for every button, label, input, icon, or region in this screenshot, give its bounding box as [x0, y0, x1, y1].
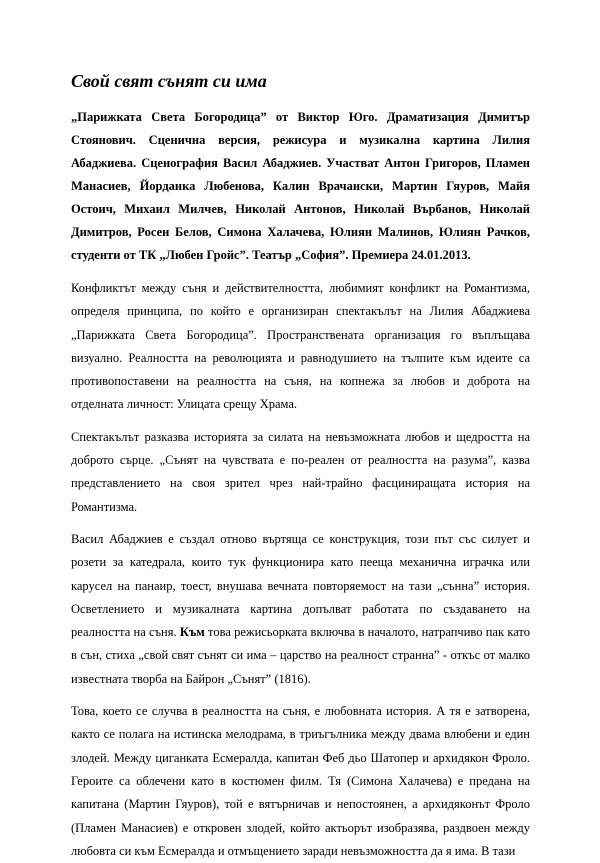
body-paragraph-3 — [71, 528, 530, 691]
paragraph-3-text-start: Васил Абаджиев е създал отново въртяща се конструкция, този път със силует и розети за катедрала, които тук функционира като пееща механична играчка или карусел на панаир, тоест, внушава вечната повторяемост на тази „сънна” история. Осветлението и музикалната картина допълват работата по създаването на реалността на съня. — [71, 531, 530, 640]
body-paragraph-1: Конфликтът между съня и действителността, любимият конфликт на Романтизма, определя принципа, по който е организиран спектакълът на Лилия Абаджиева „Парижката Света Богородица”. Пространствената организация го въплъщава визуално. Реалността на революцията и равнодушието на тълпите към идеите са противопоставени на реалността на съня, на копнежа за любов и доброта на отделната личност: Улицата срещу Храма. — [71, 281, 530, 412]
body-paragraph-2: Спектакълът разказва историята за силата на невъзможната любов и щедростта на доброто сърце. „Сънят на чувствата е по-реален от реалността на разума”, казва представлението на своя зрител чрез най-трайно фасциниращата история на Романтизма. — [71, 429, 530, 514]
body-paragraph-4: Това, което се случва в реалността на съня, е любовната история. А тя е затворена, както се полага на истинска мелодрама, в триъгълника между двама влюбени и един злодей. Между циганката Есмералда, капитан Феб дьо Шатопер и архидякон Фроло. Героите са облечени като в костюмен филм. Тя (Симона Халачева) е предана на капитана (Мартин Гяуров), той е вятърничав и непостоянен, а архидяконът Фроло (Пламен Манасиев) е откровен злодей, който актьорът изобразява, раздвоен между любовта си към Есмералда и отмъщението заради невъзможността да я има. В тази — [71, 704, 530, 858]
paragraph-3-bold-word: Към — [179, 625, 205, 640]
production-credits: „Парижката Света Богородица” от Виктор Юго. Драматизация Димитър Стоянович. Сценична версия, режисура и музикална картина Лилия Абаджиева. Сценография Васил Абаджиев. Участват Антон Григоров, Пламен Манасиев, Йорданка Любенова, Калин Врачански, Мартин Гяуров, Майя Остоич, Михаил Милчев, Николай Антонов, Николай Върбанов, Николай Димитров, Росен Белов, Симона Халачева, Юлиян Малинов, Юлиян Рачков, студенти от ТК „Любен Гройс”. Театър „София”. Премиера 24.01.2013. — [71, 110, 530, 262]
article-title: Свой свят сънят си има — [71, 71, 267, 91]
paragraph-3-text-end: това режисьорката включва в началото, натрапчиво пак като в сън, стиха „свой свят сънят си има – царство на реалност странна” - откъс от малко известната творба на Байрон „Сънят” (1816). — [71, 625, 530, 686]
